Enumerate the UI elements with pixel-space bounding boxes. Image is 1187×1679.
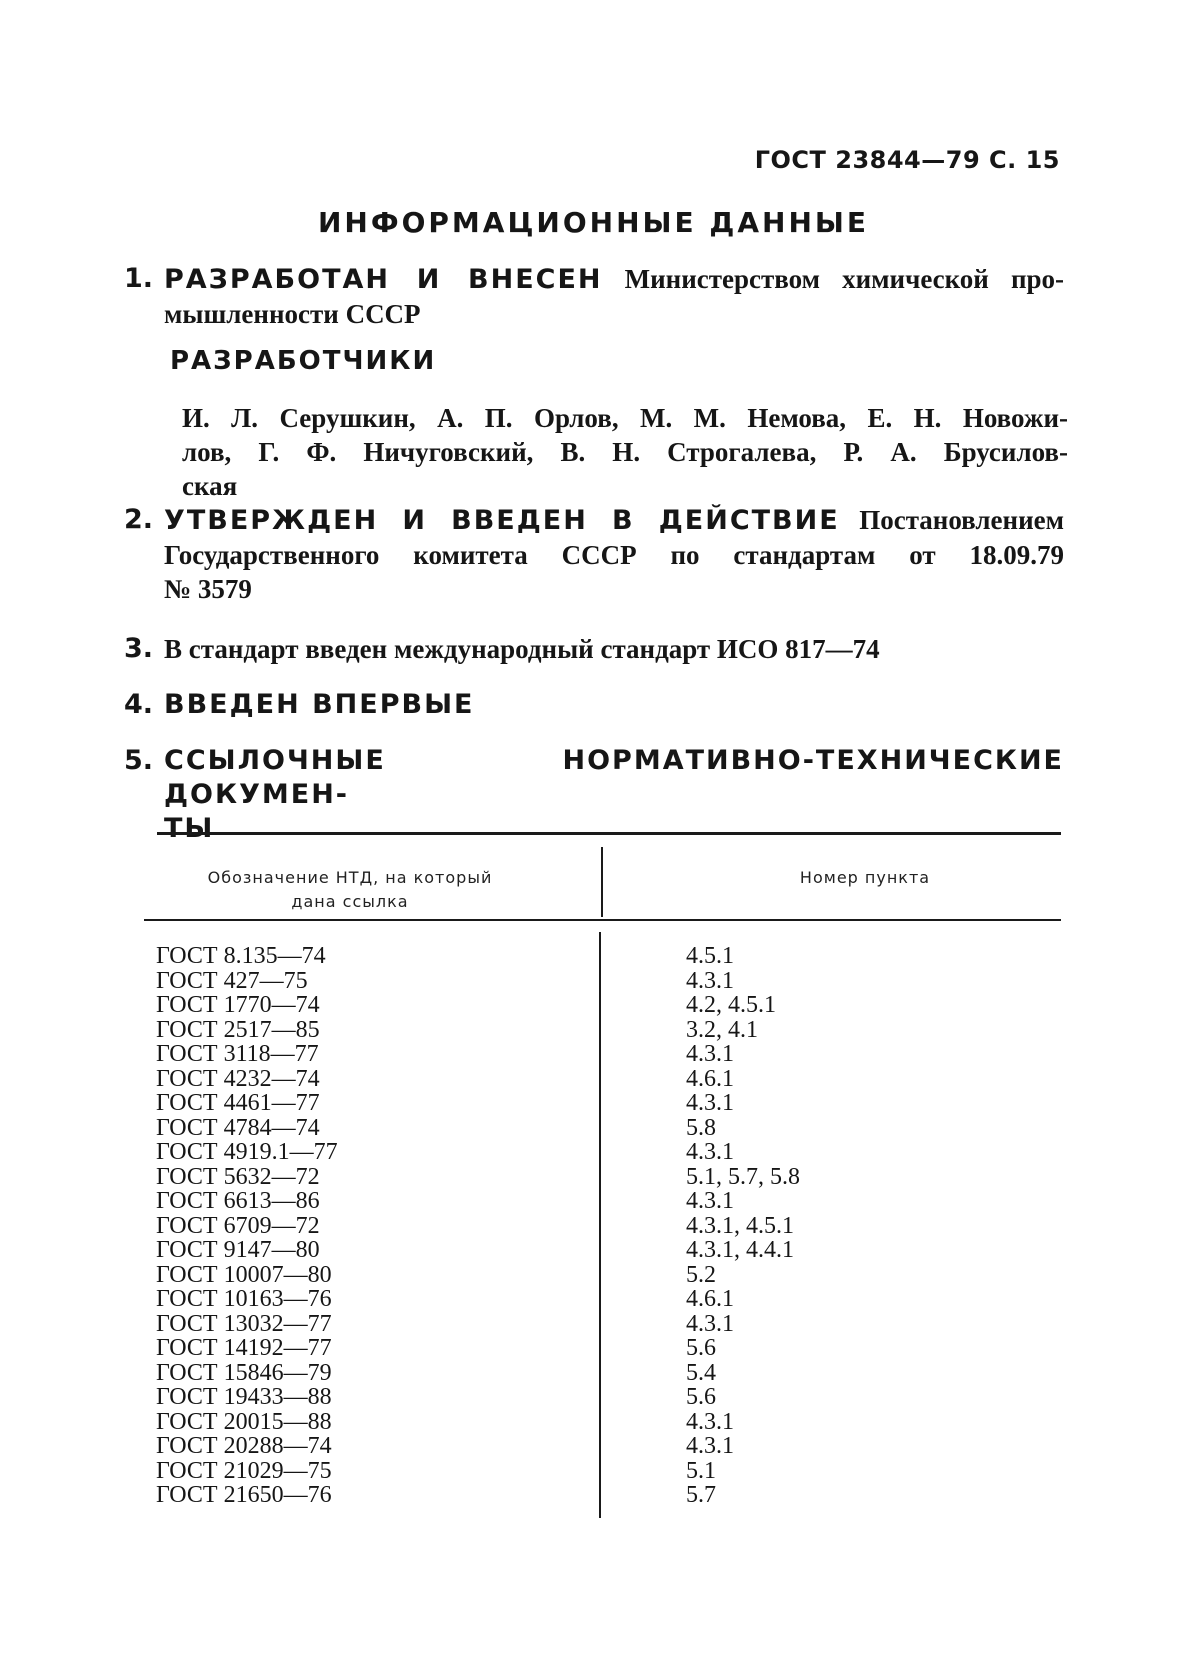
item-5 bbox=[124, 744, 1064, 846]
table-cell-ref: ГОСТ 10007—80 bbox=[156, 1261, 332, 1288]
table-cell-item: 4.3.1 bbox=[686, 967, 734, 994]
table-top-rule bbox=[157, 832, 1061, 835]
table-row bbox=[0, 1018, 1187, 1043]
table-row bbox=[0, 1410, 1187, 1435]
table-cell-ref: ГОСТ 20288—74 bbox=[156, 1433, 332, 1459]
table-cell-ref: ГОСТ 1770—74 bbox=[156, 992, 320, 1018]
item-1 bbox=[124, 262, 1064, 331]
table-row bbox=[0, 944, 1187, 969]
developers-heading: РАЗРАБОТЧИКИ bbox=[170, 346, 437, 376]
table-cell-item: 3.2, 4.1 bbox=[686, 1016, 758, 1043]
table-header-divider bbox=[601, 847, 603, 917]
item-2 bbox=[124, 503, 1064, 606]
table-cell-item: 4.3.1, 4.4.1 bbox=[686, 1237, 794, 1263]
table-cell-item: 5.1 bbox=[686, 1457, 716, 1484]
table-cell-item: 5.8 bbox=[686, 1114, 716, 1141]
item-5-text-line2: ТЫ bbox=[164, 813, 215, 844]
item-1-text-line2: мышленности СССР bbox=[164, 299, 421, 329]
table-row bbox=[0, 1042, 1187, 1067]
table-body bbox=[0, 944, 1187, 1508]
table-cell-ref: ГОСТ 9147—80 bbox=[156, 1237, 320, 1263]
table-cell-item: 4.3.1 bbox=[686, 1139, 734, 1165]
table-row bbox=[0, 993, 1187, 1018]
table-cell-item: 4.3.1 bbox=[686, 1433, 734, 1459]
item-1-text-line1: Министерством химической про- bbox=[624, 264, 1065, 294]
table-cell-item: 4.2, 4.5.1 bbox=[686, 992, 776, 1018]
item-2-text-line1: Постановлением bbox=[859, 505, 1065, 535]
table-cell-ref: ГОСТ 2517—85 bbox=[156, 1016, 320, 1043]
table-row bbox=[0, 1336, 1187, 1361]
table-cell-ref: ГОСТ 20015—88 bbox=[156, 1408, 332, 1435]
table-cell-ref: ГОСТ 4919.1—77 bbox=[156, 1139, 338, 1165]
item-3-number: 3. bbox=[124, 633, 154, 664]
table-row bbox=[0, 1263, 1187, 1288]
table-cell-item: 5.7 bbox=[686, 1482, 716, 1508]
table-cell-item: 5.1, 5.7, 5.8 bbox=[686, 1163, 800, 1190]
table-cell-ref: ГОСТ 21650—76 bbox=[156, 1482, 332, 1508]
table-row bbox=[0, 1434, 1187, 1459]
table-cell-item: 4.6.1 bbox=[686, 1065, 734, 1092]
table-cell-item: 4.3.1 bbox=[686, 1310, 734, 1337]
table-cell-item: 4.6.1 bbox=[686, 1286, 734, 1312]
table-cell-item: 5.4 bbox=[686, 1359, 716, 1386]
item-2-heading: УТВЕРЖДЕН И ВВЕДЕН В ДЕЙСТВИЕ bbox=[164, 505, 840, 536]
item-2-text-line3: № 3579 bbox=[164, 574, 252, 604]
table-cell-ref: ГОСТ 21029—75 bbox=[156, 1457, 332, 1484]
table-cell-ref: ГОСТ 3118—77 bbox=[156, 1041, 319, 1067]
item-4-number: 4. bbox=[124, 689, 154, 720]
table-row bbox=[0, 1091, 1187, 1116]
table-row bbox=[0, 1067, 1187, 1092]
table-header-rule bbox=[144, 919, 1061, 921]
table-row bbox=[0, 1116, 1187, 1141]
table-cell-item: 4.3.1, 4.5.1 bbox=[686, 1212, 794, 1239]
item-3 bbox=[124, 632, 1064, 666]
table-row bbox=[0, 1385, 1187, 1410]
table-cell-ref: ГОСТ 8.135—74 bbox=[156, 943, 326, 969]
table-cell-item: 4.3.1 bbox=[686, 1041, 734, 1067]
developers-line: лов, Г. Ф. Ничуговский, В. Н. Строгалева, Р. А. Брусилов- bbox=[182, 437, 1068, 467]
table-cell-ref: ГОСТ 6613—86 bbox=[156, 1188, 320, 1214]
table-col1-header-line2: дана ссылка bbox=[291, 892, 409, 911]
table-cell-ref: ГОСТ 6709—72 bbox=[156, 1212, 320, 1239]
table-row bbox=[0, 969, 1187, 994]
item-3-text: В стандарт введен международный стандарт ИСО 817—74 bbox=[164, 634, 880, 664]
table-cell-ref: ГОСТ 10163—76 bbox=[156, 1286, 332, 1312]
table-cell-ref: ГОСТ 4461—77 bbox=[156, 1090, 320, 1116]
item-2-text-line2: Государственного комитета СССР по стандартам от 18.09.79 bbox=[164, 540, 1064, 570]
page-title: ИНФОРМАЦИОННЫЕ ДАННЫЕ bbox=[317, 206, 870, 239]
item-1-heading: РАЗРАБОТАН И ВНЕСЕН bbox=[164, 264, 603, 295]
developers-line: И. Л. Серушкин, А. П. Орлов, М. М. Немова, Е. Н. Новожи- bbox=[182, 403, 1068, 433]
table-row bbox=[0, 1165, 1187, 1190]
table-cell-item: 4.3.1 bbox=[686, 1090, 734, 1116]
item-4-text: ВВЕДЕН ВПЕРВЫЕ bbox=[164, 689, 475, 720]
table-row bbox=[0, 1459, 1187, 1484]
table-row bbox=[0, 1238, 1187, 1263]
table-col1-header-line1: Обозначение НТД, на который bbox=[207, 868, 493, 887]
developers-list bbox=[182, 401, 1068, 503]
table-row bbox=[0, 1287, 1187, 1312]
table-cell-item: 5.6 bbox=[686, 1384, 716, 1410]
table-row bbox=[0, 1214, 1187, 1239]
table-row bbox=[0, 1140, 1187, 1165]
item-5-number: 5. bbox=[124, 745, 154, 776]
table-cell-item: 5.2 bbox=[686, 1261, 716, 1288]
table-cell-ref: ГОСТ 19433—88 bbox=[156, 1384, 332, 1410]
table-cell-ref: ГОСТ 13032—77 bbox=[156, 1310, 332, 1337]
table-col2-header: Номер пункта bbox=[799, 868, 931, 887]
page-header: ГОСТ 23844—79 С. 15 bbox=[754, 146, 1060, 174]
table-cell-ref: ГОСТ 427—75 bbox=[156, 967, 308, 994]
item-4 bbox=[124, 688, 1064, 722]
table-cell-ref: ГОСТ 4784—74 bbox=[156, 1114, 320, 1141]
table-col1-header bbox=[170, 866, 530, 914]
item-2-number: 2. bbox=[124, 504, 154, 535]
table-cell-item: 4.3.1 bbox=[686, 1188, 734, 1214]
table-cell-ref: ГОСТ 4232—74 bbox=[156, 1065, 320, 1092]
table-cell-ref: ГОСТ 5632—72 bbox=[156, 1163, 320, 1190]
table-row bbox=[0, 1312, 1187, 1337]
table-cell-ref: ГОСТ 14192—77 bbox=[156, 1335, 332, 1361]
table-row bbox=[0, 1361, 1187, 1386]
item-5-text-line1: ССЫЛОЧНЫЕ НОРМАТИВНО-ТЕХНИЧЕСКИЕ ДОКУМЕН- bbox=[164, 745, 1064, 810]
item-1-number: 1. bbox=[124, 263, 154, 294]
table-cell-item: 4.5.1 bbox=[686, 943, 734, 969]
table-row bbox=[0, 1483, 1187, 1508]
developers-line: ская bbox=[182, 471, 238, 501]
table-cell-item: 5.6 bbox=[686, 1335, 716, 1361]
table-row bbox=[0, 1189, 1187, 1214]
table-cell-item: 4.3.1 bbox=[686, 1408, 734, 1435]
table-cell-ref: ГОСТ 15846—79 bbox=[156, 1359, 332, 1386]
